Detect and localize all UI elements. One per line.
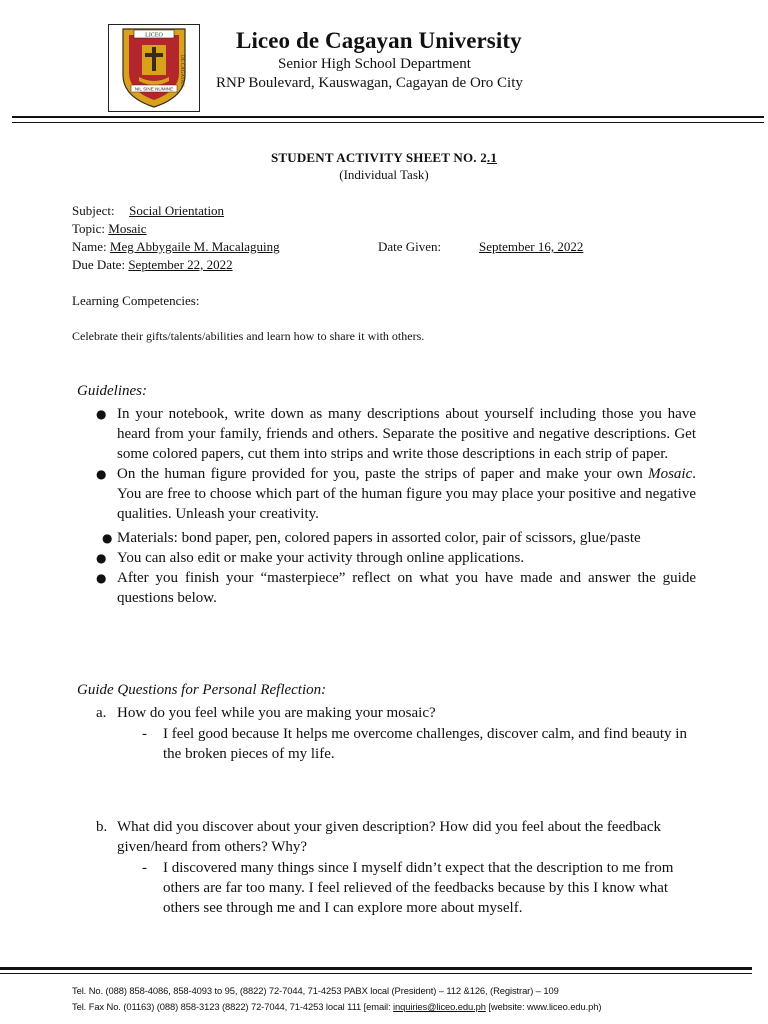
guideline-item: ● You can also edit or make your activity through online applications.	[96, 548, 696, 568]
topic-row	[72, 221, 147, 237]
sheet-title-text: STUDENT ACTIVITY SHEET NO. 2	[270, 150, 487, 165]
guidelines-heading: Guidelines:	[77, 383, 147, 399]
date-given-label: Date Given:	[378, 239, 442, 254]
guideline-item: ● Materials: bond paper, pen, colored papers in assorted color, pair of scissors, glue/paste	[102, 528, 696, 548]
guideline-emphasis: Mosaic	[648, 466, 693, 482]
department-name: Senior High School Department	[278, 56, 471, 72]
name-row	[72, 239, 280, 255]
name-label: Name:	[72, 239, 107, 254]
question-item	[96, 817, 696, 857]
footer-website-label: [website:	[485, 1001, 527, 1012]
name-value: Meg Abbygaile M. Macalaguing	[109, 239, 280, 254]
guideline-item	[96, 464, 696, 524]
guideline-item: ● In your notebook, write down as many descriptions about yourself including those you have heard from your family, friends and others. Separate the positive and negative descriptions. Get some colored papers, cut them into strips and write those descriptions in each strip of paper.	[96, 404, 696, 464]
question-item	[96, 703, 696, 723]
sheet-title-number: .1	[486, 150, 498, 165]
due-date-value: September 22, 2022	[128, 257, 233, 272]
university-logo	[108, 24, 200, 112]
subject-label: Subject:	[72, 203, 115, 218]
due-date-row	[72, 257, 233, 273]
guide-questions-heading: Guide Questions for Personal Reflection:	[77, 682, 327, 698]
answer-marker: -	[142, 860, 147, 876]
answer-text: I discovered many things since I myself didn’t expect that the description to me from others are far too many. I feel relieved of the feedbacks because by this I know what others see through me and I can explore more about myself.	[163, 860, 674, 916]
university-name: Liceo de Cagayan University	[236, 28, 522, 53]
logo-text-top: LICEO	[145, 32, 163, 39]
footer-fax-text: Tel. Fax No. (01163) (088) 858-3123 (8822) 72-7044, 71-4253 local 111 [email:	[72, 1001, 394, 1012]
guidelines-list	[96, 404, 696, 608]
sheet-subtitle: (Individual Task)	[339, 167, 429, 182]
footer-fax	[72, 1001, 601, 1012]
guide-questions-list	[96, 703, 696, 918]
topic-value: Mosaic	[108, 221, 147, 236]
footer-rule-thin	[0, 973, 752, 974]
answer-item	[96, 858, 696, 918]
competency-text: Celebrate their gifts/talents/abilities and learn how to share it with others.	[72, 329, 425, 343]
question-text: How do you feel while you are making your mosaic?	[117, 705, 436, 721]
learning-competencies-label: Learning Competencies:	[72, 293, 200, 308]
guideline-item: ● After you finish your “masterpiece” reflect on what you have made and answer the guide questions below.	[96, 568, 696, 608]
answer-marker: -	[142, 726, 147, 742]
question-text: What did you discover about your given description? How did you feel about the feedback given/heard from others? Why?	[117, 819, 662, 855]
header-rule-thin	[12, 122, 764, 123]
university-address: RNP Boulevard, Kauswagan, Cagayan de Oro City	[216, 75, 523, 91]
footer-phone: Tel. No. (088) 858-4086, 858-4093 to 95, (8822) 72-7044, 71-4253 PABX local (President) – 112 &126, (Registrar) – 109	[72, 985, 559, 996]
topic-label: Topic:	[72, 221, 106, 236]
due-date-label: Due Date:	[72, 257, 126, 272]
logo-motto: NIL SINE NUMINE	[134, 86, 174, 92]
question-marker: b.	[96, 819, 108, 835]
university-seal-icon	[109, 25, 199, 111]
footer-website-link[interactable]: www.liceo.edu.ph	[526, 1001, 599, 1012]
question-marker: a.	[96, 705, 107, 721]
answer-text: I feel good because It helps me overcome challenges, discover calm, and find beauty in the broken pieces of my life.	[163, 726, 687, 762]
header-rule	[12, 116, 764, 118]
answer-item	[96, 724, 696, 764]
guideline-text: . You are free to choose which part of the human figure you may place your positive and negative qualities. Unleash your creativity.	[117, 466, 696, 522]
sheet-title	[0, 150, 768, 166]
footer-email-link[interactable]: inquiries@liceo.edu.ph	[393, 1001, 486, 1012]
subject-row	[72, 203, 224, 219]
subject-value: Social Orientation	[129, 203, 225, 218]
guideline-text: On the human figure provided for you, paste the strips of paper and make your own	[117, 466, 649, 482]
footer-rule	[0, 967, 752, 970]
date-given-value: September 16, 2022	[479, 239, 584, 254]
footer-close: )	[598, 1001, 602, 1012]
logo-text-side: DE CAGAYAN	[179, 55, 184, 87]
